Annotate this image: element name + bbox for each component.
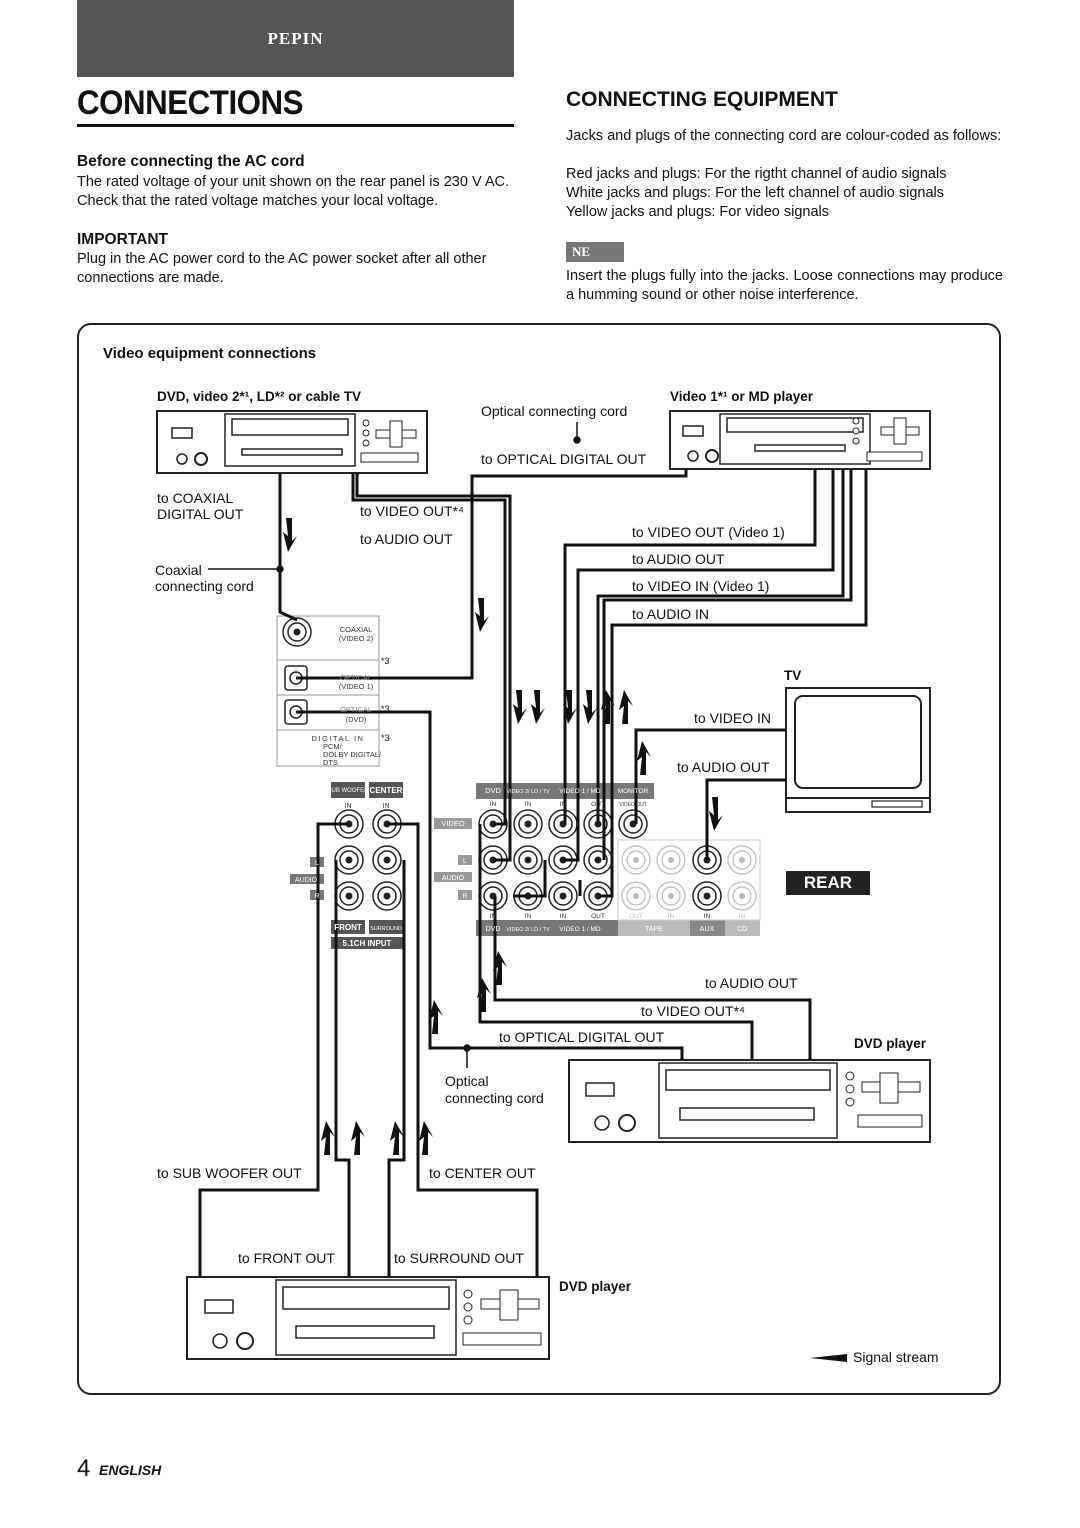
- footer-language: ENGLISH: [99, 1462, 162, 1478]
- red-jacks-text: Red jacks and plugs: For the rigtht channel of audio signals: [566, 166, 947, 182]
- panel-b-aux: AUX: [699, 926, 715, 933]
- to-video-in-video1: to VIDEO IN (Video 1): [632, 578, 770, 594]
- optical-cord-top-label: Optical connecting cord: [481, 403, 628, 419]
- device-top-right: [670, 411, 930, 469]
- panel-video1: (VIDEO 1): [338, 682, 374, 691]
- page-number: 4: [77, 1455, 91, 1482]
- panel-dolby: DOLBY DIGITAL/: [323, 750, 382, 759]
- panel-pcm: PCM/: [323, 742, 342, 751]
- panel-optical-1: OPTICAL: [339, 673, 373, 682]
- connecting-equipment-title: CONNECTING EQUIPMENT: [566, 88, 838, 111]
- yellow-jacks-text: Yellow jacks and plugs: For video signals: [566, 204, 830, 220]
- panel-out-b4: OUT: [591, 913, 605, 920]
- panel-front: FRONT: [334, 923, 362, 932]
- white-jacks-text: White jacks and plugs: For the left channel of audio signals: [566, 185, 945, 201]
- panel-col-video2: VIDEO 2/ LD / TV: [506, 789, 550, 795]
- panel-in-cd: IN: [738, 913, 746, 920]
- panel-r-left: R: [314, 893, 320, 900]
- panel-in-video1: IN: [559, 801, 567, 808]
- panel-star3-3: *3: [381, 733, 390, 743]
- note-text: Insert the plugs fully into the jacks. Loose connections may produce a humming sound or other noise interference.: [566, 268, 1003, 303]
- panel-optical-2: OPTICAL: [339, 705, 373, 714]
- panel-sub-woofer: SUB WOOFER: [327, 788, 369, 794]
- panel-in-b1: IN: [489, 913, 497, 920]
- tv-set: [786, 688, 930, 812]
- panel-in-video2: IN: [524, 801, 532, 808]
- panel-digital-in: DIGITAL IN: [311, 734, 365, 743]
- important-text: Plug in the AC power cord to the AC power socket after all other connections are made.: [77, 251, 487, 286]
- to-center-out: to CENTER OUT: [429, 1165, 536, 1181]
- panel-audio-right: AUDIO: [441, 875, 465, 882]
- rear-label: REAR: [786, 871, 870, 895]
- connecting-cord-label: connecting cord: [155, 578, 254, 594]
- device-top-left-label: DVD, video 2*¹, LD*² or cable TV: [157, 389, 362, 404]
- note-label: NE: [566, 242, 624, 262]
- panel-center: CENTER: [369, 786, 403, 795]
- connecting-cord-label-2: connecting cord: [445, 1090, 544, 1106]
- panel-l-right: L: [463, 858, 467, 865]
- to-sub-woofer-out: to SUB WOOFER OUT: [157, 1165, 302, 1181]
- panel-b-video1: VIDEO 1 / MD: [559, 926, 601, 933]
- diagram-section-title: Video equipment connections: [103, 345, 317, 362]
- to-audio-out-left: to AUDIO OUT: [360, 531, 453, 547]
- to-front-out: to FRONT OUT: [238, 1250, 335, 1266]
- before-heading: Before connecting the AC cord: [77, 153, 305, 170]
- panel-dts: DTS: [323, 758, 338, 767]
- section-banner: PEPIN: [77, 0, 514, 77]
- device-top-left: [157, 411, 427, 473]
- to-video-out-video1: to VIDEO OUT (Video 1): [632, 524, 785, 540]
- panel-video2: (VIDEO 2): [338, 634, 374, 643]
- panel-l-left: L: [315, 860, 319, 867]
- panel-r-right: R: [462, 893, 468, 900]
- colour-code-intro: Jacks and plugs of the connecting cord are colour-coded as follows:: [566, 128, 1002, 144]
- device-top-right-label: Video 1*¹ or MD player: [670, 389, 814, 404]
- panel-in-aux: IN: [703, 913, 711, 920]
- to-surround-out: to SURROUND OUT: [394, 1250, 524, 1266]
- panel-video: VIDEO: [441, 819, 465, 828]
- panel-dvd: (DVD): [345, 715, 367, 724]
- tv-label: TV: [784, 668, 802, 683]
- panel-col-video1: VIDEO 1 / MD: [559, 788, 601, 795]
- dvd-player-right-label: DVD player: [854, 1036, 927, 1051]
- optical-label: Optical: [445, 1073, 489, 1089]
- coaxial-label: Coaxial: [155, 562, 202, 578]
- to-audio-out-dvd: to AUDIO OUT: [705, 975, 798, 991]
- panel-star3-1: *3: [381, 656, 390, 666]
- panel-video-out: VIDEO OUT: [619, 802, 647, 808]
- to-optical-digital-out-top: to OPTICAL DIGITAL OUT: [481, 451, 647, 467]
- dvd-player-bottom: [187, 1277, 549, 1359]
- panel-out-video1: OUT: [591, 801, 605, 808]
- to-video-out-4-top: to VIDEO OUT*⁴: [360, 503, 465, 519]
- panel-in-dvd: IN: [489, 801, 497, 808]
- panel-b-dvd: DVD: [485, 926, 501, 933]
- before-text: The rated voltage of your unit shown on the rear panel is 230 V AC. Check that the rated voltage matches your local voltage.: [77, 174, 510, 209]
- panel-col-monitor: MONITOR: [617, 788, 649, 795]
- digital-out-label: DIGITAL OUT: [157, 506, 244, 522]
- to-optical-digital-out-bottom: to OPTICAL DIGITAL OUT: [499, 1029, 665, 1045]
- panel-coaxial: COAXIAL: [339, 625, 373, 634]
- signal-stream-label: Signal stream: [853, 1349, 939, 1365]
- panel-ch-input: 5.1CH INPUT: [342, 939, 392, 948]
- to-audio-out-tv: to AUDIO OUT: [677, 759, 770, 775]
- to-video-out-4-dvd: to VIDEO OUT*⁴: [641, 1003, 746, 1019]
- panel-out-tape: OUT: [629, 913, 643, 920]
- panel-star3-2: *3: [381, 704, 390, 714]
- panel-col-dvd: DVD: [485, 786, 501, 795]
- page-title: CONNECTIONS: [77, 84, 304, 122]
- signal-stream-legend-arrow: [810, 1354, 847, 1362]
- panel-in-b3: IN: [559, 913, 567, 920]
- dvd-player-right: [569, 1060, 930, 1142]
- panel-in-b2: IN: [524, 913, 532, 920]
- to-audio-in-video1: to AUDIO IN: [632, 606, 710, 622]
- to-audio-out-video1: to AUDIO OUT: [632, 551, 725, 567]
- panel-b-cd: CD: [736, 926, 748, 933]
- dvd-player-bottom-label: DVD player: [559, 1279, 632, 1294]
- panel-surround: SURROUND: [370, 926, 402, 932]
- panel-audio-left: AUDIO: [294, 877, 318, 884]
- panel-b-tape: TAPE: [645, 926, 663, 933]
- panel-in-2: IN: [382, 803, 390, 810]
- to-coaxial-label: to COAXIAL: [157, 490, 234, 506]
- to-video-in-tv: to VIDEO IN: [694, 710, 772, 726]
- important-heading: IMPORTANT: [77, 231, 168, 248]
- panel-in-tape: IN: [667, 913, 675, 920]
- panel-in-1: IN: [344, 803, 352, 810]
- panel-b-video2: VIDEO 2/ LD / TV: [506, 927, 550, 933]
